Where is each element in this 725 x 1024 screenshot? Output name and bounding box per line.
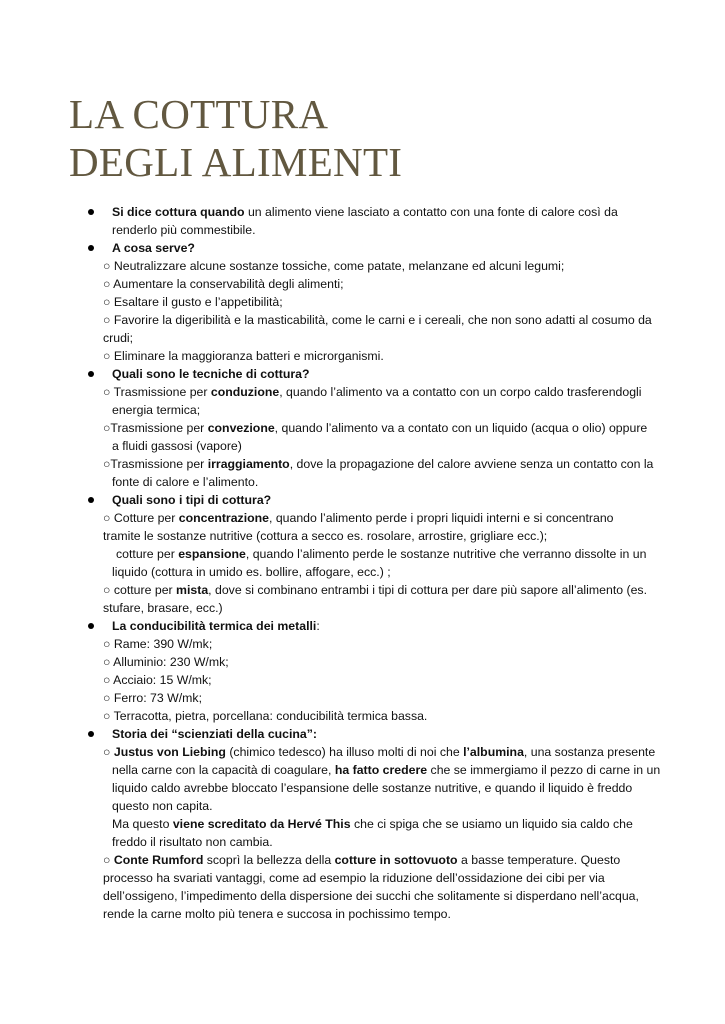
history-heading: Storia dei “scienziati della cucina”: xyxy=(112,727,318,741)
metal-item: ○ Ferro: 73 W/mk; xyxy=(103,691,202,705)
uses-item-cont: crudi; xyxy=(103,331,134,345)
title-line-2: DEGLI ALIMENTI xyxy=(69,139,403,185)
definition-bold: Si dice cottura quando xyxy=(112,205,245,219)
technique-item-cont: fonte di calore e l’alimento. xyxy=(112,475,259,489)
type-item: cotture per espansione, quando l’alimento perde le sostanze nutritive che verranno dissolte in un xyxy=(116,547,647,561)
technique-term: convezione xyxy=(207,421,275,435)
type-item-cont: liquido (cottura in umido es. bollire, affogare, ecc.) ; xyxy=(112,565,391,579)
history-item-cont: liquido caldo avrebbe bloccato l’espansione delle sostanze nutritive, e quando il liquido è freddo xyxy=(112,781,633,795)
technique-term: irraggiamento xyxy=(207,457,290,471)
type-term: mista xyxy=(176,583,209,597)
type-term: espansione xyxy=(178,547,246,561)
metal-item: ○ Acciaio: 15 W/mk; xyxy=(103,673,212,687)
type-item-cont: tramite le sostanze nutritive (cottura a secco es. rosolare, arrostire, grigliare ecc.); xyxy=(103,529,548,543)
metal-item: ○ Rame: 390 W/mk; xyxy=(103,637,213,651)
type-term: concentrazione xyxy=(178,511,269,525)
history-heading-line xyxy=(0,725,725,743)
bullet-icon xyxy=(88,497,94,503)
conductivity-heading-line: La conducibilità termica dei metalli: xyxy=(0,617,725,635)
history-item-cont: processo ha svariati vantaggi, come ad esempio la riduzione dell’ossidazione dei cibi per via xyxy=(103,871,605,885)
technique-item: ○ Trasmissione per conduzione, quando l’alimento va a contatto con un corpo caldo trasferendogli xyxy=(103,385,642,399)
type-item: ○ cotture per mista, dove si combinano entrambi i tipi di cottura per dare più sapore all’alimento (es. xyxy=(103,583,647,597)
technique-item-cont: energia termica; xyxy=(112,403,201,417)
definition-line-1 xyxy=(0,203,725,221)
uses-item: ○ Neutralizzare alcune sostanze tossiche, come patate, melanzane ed alcuni legumi; xyxy=(103,259,565,273)
definition-text-2: renderlo più commestibile. xyxy=(112,223,256,237)
technique-item: ○Trasmissione per irraggiamento, dove la propagazione del calore avviene senza un contatto con la xyxy=(103,457,654,471)
uses-item: ○ Esaltare il gusto e l’appetibilità; xyxy=(103,295,283,309)
technique-item-cont: a fluidi gassosi (vapore) xyxy=(112,439,242,453)
type-item: ○ Cotture per concentrazione, quando l’alimento perde i propri liquidi interni e si concentrano xyxy=(103,511,614,525)
document-body xyxy=(0,203,725,923)
uses-heading-line xyxy=(0,239,725,257)
type-item-cont: stufare, brasare, ecc.) xyxy=(103,601,223,615)
uses-item: ○ Favorire la digeribilità e la masticabilità, come le carni e i cereali, che non sono adatti al cosumo da xyxy=(103,313,652,327)
history-item-cont: rende la carne molto più tenera e succosa in pochissimo tempo. xyxy=(103,907,451,921)
definition-line-2 xyxy=(0,221,725,239)
history-name: Conte Rumford xyxy=(113,853,204,867)
uses-heading: A cosa serve? xyxy=(112,241,195,255)
bullet-icon xyxy=(88,623,94,629)
page-title xyxy=(69,90,669,186)
title-line-1: LA COTTURA xyxy=(69,91,329,137)
types-heading-line xyxy=(0,491,725,509)
technique-term: conduzione xyxy=(210,385,280,399)
history-item-cont: freddo il risultato non cambia. xyxy=(112,835,273,849)
types-heading: Quali sono i tipi di cottura? xyxy=(112,493,272,507)
technique-item: ○Trasmissione per convezione, quando l’alimento va a contato con un liquido (acqua o olio) oppure xyxy=(103,421,648,435)
history-item-cont: nella carne con la capacità di coagulare, ha fatto credere che se immergiamo il pezzo di carne in un xyxy=(112,763,661,777)
metal-item: ○ Terracotta, pietra, porcellana: conducibilità termica bassa. xyxy=(103,709,428,723)
techniques-heading: Quali sono le tecniche di cottura? xyxy=(112,367,310,381)
history-item: ○ Justus von Liebing (chimico tedesco) ha illuso molti di noi che l’albumina, una sostanza presente xyxy=(103,745,656,759)
bullet-icon xyxy=(88,371,94,377)
techniques-heading-line xyxy=(0,365,725,383)
bullet-icon xyxy=(88,209,94,215)
history-item-cont: dell’ossigeno, l’impedimento della dispersione dei succhi che solitamente si disperdano nell’acqua, xyxy=(103,889,639,903)
bullet-icon xyxy=(88,731,94,737)
bullet-icon xyxy=(88,245,94,251)
history-item-cont: questo non capita. xyxy=(112,799,213,813)
history-item-cont: Ma questo viene screditato da Hervé This che ci spiga che se usiamo un liquido sia caldo che xyxy=(112,817,633,831)
history-item: ○ Conte Rumford scoprì la bellezza della cotture in sottovuoto a basse temperature. Questo xyxy=(103,853,621,867)
history-name: Justus von Liebing xyxy=(113,745,226,759)
conductivity-heading: La conducibilità termica dei metalli xyxy=(112,619,317,633)
definition-text: un alimento viene lasciato a contatto con una fonte di calore così da xyxy=(244,205,618,219)
uses-item: ○ Aumentare la conservabilità degli alimenti; xyxy=(103,277,344,291)
uses-item: ○ Eliminare la maggioranza batteri e microrganismi. xyxy=(103,349,384,363)
metal-item: ○ Alluminio: 230 W/mk; xyxy=(103,655,229,669)
